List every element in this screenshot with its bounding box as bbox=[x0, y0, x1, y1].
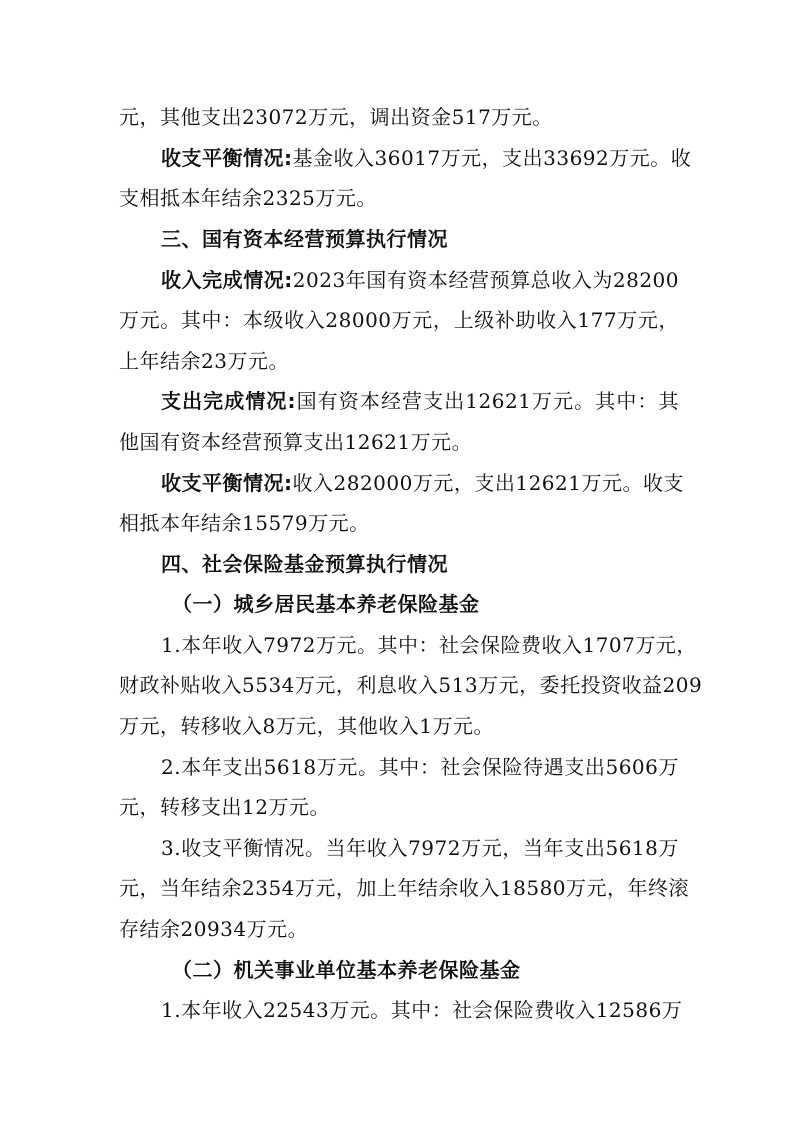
line-text: 万元。其中：本级收入28000万元，上级补助收入177万元， bbox=[119, 308, 679, 332]
line-text: 元，当年结余2354万元，加上年结余收入18580万元，年终滚 bbox=[119, 876, 690, 900]
paragraph-line bbox=[119, 667, 703, 703]
paragraph-line bbox=[119, 302, 679, 338]
line-text: 1.本年收入7972万元。其中：社会保险费收入1707万元， bbox=[161, 633, 697, 657]
line-text: 元，转移支出12万元。 bbox=[119, 795, 330, 819]
line-text: 存结余20934万元。 bbox=[119, 917, 309, 941]
line-lead: 收支平衡情况: bbox=[161, 471, 293, 495]
paragraph-line bbox=[119, 789, 679, 825]
line-lead: 支出完成情况: bbox=[161, 389, 297, 413]
paragraph-line bbox=[161, 383, 679, 419]
paragraph-line bbox=[119, 505, 679, 541]
line-text: 上年结余23万元。 bbox=[119, 349, 289, 373]
line-text: 1.本年收入22543万元。其中：社会保险费收入12586万 bbox=[161, 998, 683, 1022]
subsection-heading bbox=[172, 586, 732, 622]
line-text: 万元，转移收入8万元，其他收入1万元。 bbox=[119, 714, 494, 738]
paragraph-line bbox=[161, 830, 679, 866]
paragraph-line bbox=[119, 180, 679, 216]
paragraph-line bbox=[161, 992, 683, 1028]
line-lead: 收支平衡情况: bbox=[161, 146, 293, 170]
paragraph-line bbox=[119, 708, 679, 744]
subsection-heading bbox=[172, 952, 732, 988]
paragraph-line bbox=[119, 343, 679, 379]
paragraph-line bbox=[161, 627, 697, 663]
line-text: 相抵本年结余15579万元。 bbox=[119, 511, 370, 535]
line-text: 四、社会保险基金预算执行情况 bbox=[161, 552, 448, 576]
line-text: 收入282000万元，支出12621万元。收支 bbox=[292, 471, 684, 495]
paragraph-line bbox=[119, 99, 679, 135]
paragraph-line bbox=[161, 262, 679, 298]
paragraph-line bbox=[119, 911, 679, 947]
paragraph-line bbox=[161, 140, 692, 176]
paragraph-line bbox=[161, 749, 679, 785]
line-text: （二）机关事业单位基本养老保险基金 bbox=[172, 958, 521, 982]
section-heading bbox=[161, 546, 721, 582]
line-text: 财政补贴收入5534万元，利息收入513万元，委托投资收益209 bbox=[119, 673, 703, 697]
line-text: （一）城乡居民基本养老保险基金 bbox=[172, 592, 480, 616]
line-text: 国有资本经营支出12621万元。其中：其 bbox=[296, 389, 680, 413]
paragraph-line bbox=[161, 465, 684, 501]
line-text: 支相抵本年结余2325万元。 bbox=[119, 186, 377, 210]
line-lead: 收入完成情况: bbox=[161, 268, 293, 292]
section-heading bbox=[161, 221, 721, 257]
paragraph-line bbox=[119, 424, 679, 460]
line-text: 2.本年支出5618万元。其中：社会保险待遇支出5606万 bbox=[161, 755, 679, 779]
paragraph-line bbox=[119, 870, 690, 906]
line-text: 基金收入36017万元，支出33692万元。收 bbox=[292, 146, 692, 170]
line-text: 三、国有资本经营预算执行情况 bbox=[161, 227, 448, 251]
line-text: 他国有资本经营预算支出12621万元。 bbox=[119, 430, 473, 454]
line-text: 3.收支平衡情况。当年收入7972万元，当年支出5618万 bbox=[161, 836, 679, 860]
line-text: 元，其他支出23072万元，调出资金517万元。 bbox=[119, 105, 553, 129]
line-text: 2023年国有资本经营预算总收入为28200 bbox=[292, 268, 679, 292]
